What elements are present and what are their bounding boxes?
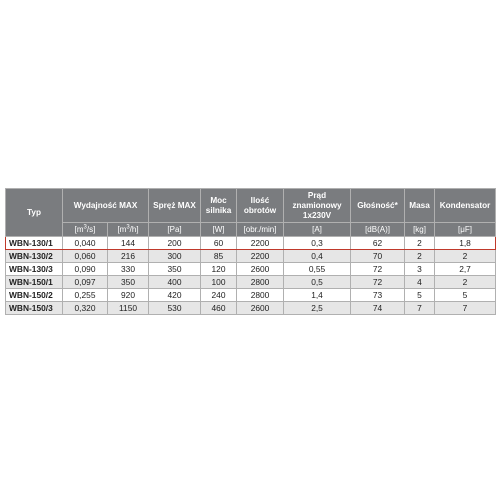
units-row bbox=[6, 223, 496, 237]
cell-mass: 2 bbox=[405, 237, 435, 250]
cell-mass: 4 bbox=[405, 276, 435, 289]
cell-power: 100 bbox=[201, 276, 237, 289]
cell-flow-m3s: 0,097 bbox=[63, 276, 108, 289]
table-row bbox=[6, 250, 496, 263]
cell-mass: 3 bbox=[405, 263, 435, 276]
cell-capacitor: 5 bbox=[435, 289, 496, 302]
specification-table bbox=[5, 188, 496, 315]
unit-rpm: [obr./min] bbox=[237, 223, 284, 237]
cell-flow-m3h: 920 bbox=[108, 289, 149, 302]
cell-flow-m3h: 144 bbox=[108, 237, 149, 250]
cell-capacitor: 7 bbox=[435, 302, 496, 315]
cell-power: 85 bbox=[201, 250, 237, 263]
cell-noise: 62 bbox=[351, 237, 405, 250]
cell-pressure: 300 bbox=[149, 250, 201, 263]
cell-pressure: 200 bbox=[149, 237, 201, 250]
cell-noise: 70 bbox=[351, 250, 405, 263]
header-noise: Głośność* bbox=[351, 189, 405, 223]
unit-capacitor: [μF] bbox=[435, 223, 496, 237]
cell-flow-m3h: 216 bbox=[108, 250, 149, 263]
header-mass: Masa bbox=[405, 189, 435, 223]
cell-current: 2,5 bbox=[284, 302, 351, 315]
cell-current: 0,4 bbox=[284, 250, 351, 263]
cell-mass: 5 bbox=[405, 289, 435, 302]
table-row bbox=[6, 237, 496, 250]
cell-pressure: 350 bbox=[149, 263, 201, 276]
cell-flow-m3s: 0,255 bbox=[63, 289, 108, 302]
cell-pressure: 420 bbox=[149, 289, 201, 302]
cell-pressure: 400 bbox=[149, 276, 201, 289]
cell-type: WBN-150/2 bbox=[6, 289, 63, 302]
cell-rpm: 2800 bbox=[237, 289, 284, 302]
cell-capacitor: 2 bbox=[435, 276, 496, 289]
cell-type: WBN-130/1 bbox=[6, 237, 63, 250]
unit-power: [W] bbox=[201, 223, 237, 237]
unit-flow-m3s: $[m^3/s]$ bbox=[63, 223, 108, 237]
cell-flow-m3s: 0,090 bbox=[63, 263, 108, 276]
cell-type: WBN-130/3 bbox=[6, 263, 63, 276]
header-power: Moc silnika bbox=[201, 189, 237, 223]
unit-mass: [kg] bbox=[405, 223, 435, 237]
header-flow: Wydajność MAX bbox=[63, 189, 149, 223]
cell-rpm: 2600 bbox=[237, 302, 284, 315]
cell-power: 60 bbox=[201, 237, 237, 250]
cell-noise: 74 bbox=[351, 302, 405, 315]
cell-flow-m3s: 0,040 bbox=[63, 237, 108, 250]
cell-flow-m3h: 350 bbox=[108, 276, 149, 289]
cell-type: WBN-150/1 bbox=[6, 276, 63, 289]
table-row bbox=[6, 276, 496, 289]
header-capacitor: Kondensator bbox=[435, 189, 496, 223]
cell-pressure: 530 bbox=[149, 302, 201, 315]
table-body bbox=[6, 237, 496, 315]
header-type: Typ bbox=[6, 189, 63, 237]
unit-noise: [dB(A)] bbox=[351, 223, 405, 237]
unit-pressure: [Pa] bbox=[149, 223, 201, 237]
cell-current: 0,3 bbox=[284, 237, 351, 250]
cell-capacitor: 1,8 bbox=[435, 237, 496, 250]
cell-flow-m3h: 1150 bbox=[108, 302, 149, 315]
cell-noise: 72 bbox=[351, 276, 405, 289]
cell-rpm: 2200 bbox=[237, 250, 284, 263]
cell-rpm: 2200 bbox=[237, 237, 284, 250]
cell-capacitor: 2 bbox=[435, 250, 496, 263]
header-current: Prąd znamionowy 1x230V bbox=[284, 189, 351, 223]
table-row bbox=[6, 263, 496, 276]
cell-mass: 2 bbox=[405, 250, 435, 263]
cell-rpm: 2800 bbox=[237, 276, 284, 289]
unit-flow-m3h: $[m^3/h]$ bbox=[108, 223, 149, 237]
cell-power: 120 bbox=[201, 263, 237, 276]
header-rpm: Ilość obrotów bbox=[237, 189, 284, 223]
cell-flow-m3h: 330 bbox=[108, 263, 149, 276]
cell-noise: 73 bbox=[351, 289, 405, 302]
cell-power: 460 bbox=[201, 302, 237, 315]
table-row bbox=[6, 302, 496, 315]
cell-capacitor: 2,7 bbox=[435, 263, 496, 276]
cell-flow-m3s: 0,060 bbox=[63, 250, 108, 263]
cell-rpm: 2600 bbox=[237, 263, 284, 276]
cell-current: 1,4 bbox=[284, 289, 351, 302]
cell-current: 0,55 bbox=[284, 263, 351, 276]
table-row bbox=[6, 289, 496, 302]
cell-type: WBN-150/3 bbox=[6, 302, 63, 315]
cell-current: 0,5 bbox=[284, 276, 351, 289]
header-row bbox=[6, 189, 496, 223]
cell-noise: 72 bbox=[351, 263, 405, 276]
cell-mass: 7 bbox=[405, 302, 435, 315]
header-pressure: Spręż MAX bbox=[149, 189, 201, 223]
cell-type: WBN-130/2 bbox=[6, 250, 63, 263]
cell-power: 240 bbox=[201, 289, 237, 302]
cell-flow-m3s: 0,320 bbox=[63, 302, 108, 315]
unit-current: [A] bbox=[284, 223, 351, 237]
